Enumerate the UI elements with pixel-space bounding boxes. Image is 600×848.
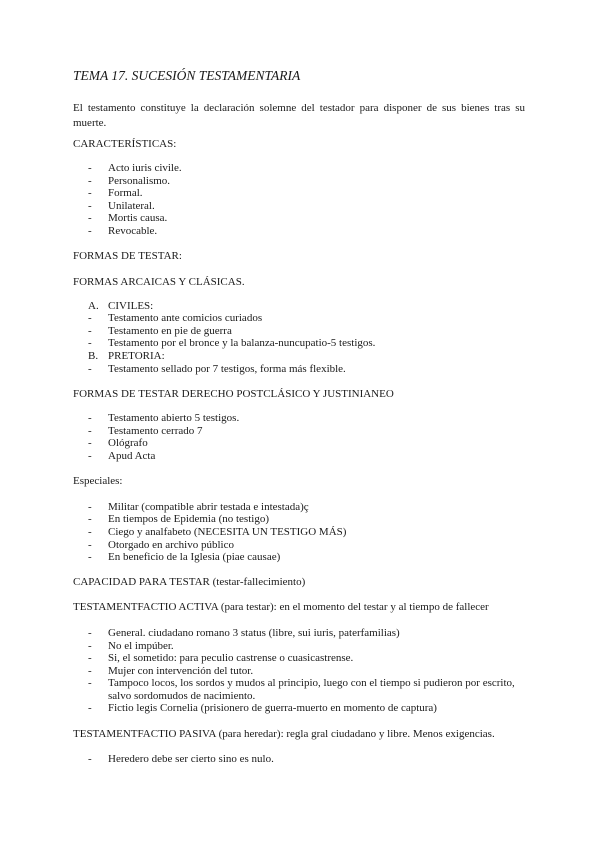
list-item — [88, 677, 524, 703]
list-dash: - — [88, 526, 92, 538]
list-item-text: Testamento en pie de guerra — [108, 325, 232, 337]
document-title: TEMA 17. SUCESIÓN TESTAMENTARIA — [73, 68, 301, 83]
postclasico-heading: FORMAS DE TESTAR DERECHO POSTCLÁSICO Y JUSTINIANEO — [73, 388, 394, 400]
list-dash: - — [88, 665, 92, 677]
list-item — [88, 753, 274, 766]
list-item-text: Fictio legis Cornelia (prisionero de guerra-muerto en momento de captura) — [108, 702, 437, 714]
list-item — [88, 551, 280, 564]
list-item — [88, 652, 353, 665]
list-item-text: Otorgado en archivo público — [108, 539, 234, 551]
list-item-text: Acto iuris civile. — [108, 162, 182, 174]
list-item — [88, 627, 400, 640]
list-item — [88, 526, 346, 539]
list-item-text: Apud Acta — [108, 450, 156, 462]
list-item-text: Militar (compatible abrir testada e intestada)ç — [108, 501, 309, 513]
list-item-text: Personalismo. — [108, 175, 171, 187]
list-dash: - — [88, 337, 92, 349]
list-item-text: Revocable. — [108, 225, 158, 237]
list-dash: - — [88, 450, 92, 462]
list-item-text: No el impúber. — [108, 640, 174, 652]
list-item — [88, 450, 155, 463]
list-dash: - — [88, 225, 92, 237]
list-dash: - — [88, 425, 92, 437]
list-item-text: En tiempos de Epidemia (no testigo) — [108, 513, 269, 525]
list-item — [88, 312, 262, 325]
list-item — [88, 350, 165, 363]
list-item-text: Testamento abierto 5 testigos. — [108, 412, 240, 424]
list-item-text: Mujer con intervención del tutor. — [108, 665, 254, 677]
list-dash: - — [88, 539, 92, 551]
list-item — [88, 363, 346, 376]
caracteristicas-heading: CARACTERÍSTICAS: — [73, 138, 177, 150]
list-dash: - — [88, 753, 92, 765]
list-item-text: Testamento cerrado 7 — [108, 425, 203, 437]
list-dash: - — [88, 325, 92, 337]
list-item-text: Ciego y analfabeto (NECESITA UN TESTIGO MÁS) — [108, 526, 347, 538]
pretoria-label: PRETORIA: — [108, 350, 165, 362]
list-dash: - — [88, 702, 92, 714]
list-item-text: Unilateral. — [108, 200, 155, 212]
activa-heading: TESTAMENTFACTIO ACTIVA (para testar): en el momento del testar y al tiempo de fallecer — [73, 601, 489, 613]
list-item-text: Tampoco locos, los sordos y mudos al principio, luego con el tiempo si pudieron por escrito, salvo sordomudos de nacimiento. — [108, 677, 515, 702]
list-item — [88, 337, 375, 350]
list-dash: - — [88, 627, 92, 639]
arcaicas-heading: FORMAS ARCAICAS Y CLÁSICAS. — [73, 276, 245, 288]
list-letter: B. — [88, 350, 99, 362]
list-item-text: General. ciudadano romano 3 status (libre, sui iuris, paterfamilias) — [108, 627, 400, 639]
intro-paragraph: El testamento constituye la declaración solemne del testador para disponer de sus bienes tras su muerte. — [73, 102, 525, 129]
list-item — [88, 187, 143, 200]
capacidad-heading: CAPACIDAD PARA TESTAR (testar-fallecimiento) — [73, 576, 306, 588]
list-item-text: Ológrafo — [108, 437, 148, 449]
list-dash: - — [88, 212, 92, 224]
list-item — [88, 162, 182, 175]
pasiva-heading: TESTAMENTFACTIO PASIVA (para heredar): regla gral ciudadano y libre. Menos exigencias. — [73, 728, 495, 740]
list-item-text: Testamento por el bronce y la balanza-nuncupatio-5 testigos. — [108, 337, 376, 349]
list-item-text: Heredero debe ser cierto sino es nulo. — [108, 753, 274, 765]
list-item — [88, 437, 148, 450]
list-dash: - — [88, 312, 92, 324]
list-dash: - — [88, 363, 92, 375]
list-dash: - — [88, 437, 92, 449]
list-item-text: En beneficio de la Iglesia (piae causae) — [108, 551, 281, 563]
formas-heading: FORMAS DE TESTAR: — [73, 250, 182, 262]
list-item-text: Testamento ante comicios curiados — [108, 312, 263, 324]
list-item-text: Formal. — [108, 187, 143, 199]
list-item — [88, 702, 437, 715]
list-item — [88, 412, 239, 425]
list-dash: - — [88, 412, 92, 424]
list-dash: - — [88, 640, 92, 652]
list-dash: - — [88, 513, 92, 525]
list-dash: - — [88, 187, 92, 199]
especiales-heading: Especiales: — [73, 475, 123, 487]
list-dash: - — [88, 652, 92, 664]
list-dash: - — [88, 551, 92, 563]
list-dash: - — [88, 162, 92, 174]
list-letter: A. — [88, 300, 99, 312]
list-dash: - — [88, 200, 92, 212]
list-item — [88, 513, 269, 526]
civiles-label: CIVILES: — [108, 300, 154, 312]
list-item-text: Mortis causa. — [108, 212, 168, 224]
list-item-text: Si, el sometido: para peculio castrense o cuasicastrense. — [108, 652, 354, 664]
list-item-text: Testamento sellado por 7 testigos, forma más flexible. — [108, 363, 346, 375]
list-dash: - — [88, 677, 92, 689]
list-item — [88, 212, 167, 225]
list-dash: - — [88, 175, 92, 187]
list-dash: - — [88, 501, 92, 513]
list-item — [88, 225, 157, 238]
